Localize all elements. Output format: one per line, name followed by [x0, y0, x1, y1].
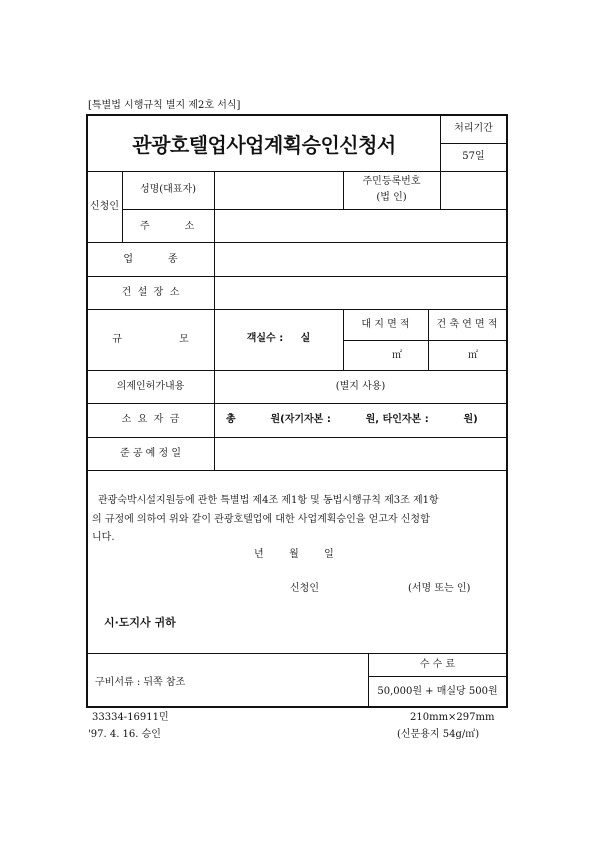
- funding-value: 총 원(자기자본 : 원, 타인자본 : 원): [226, 414, 478, 425]
- signature-note: (서명 또는 인): [408, 583, 471, 594]
- documents-note: 구비서류 : 뒤쪽 참조: [95, 677, 186, 688]
- date-line: 년 월 일: [254, 549, 334, 560]
- funding-label: 소 요 자 금: [121, 414, 180, 425]
- fee-value: 50,000원 + 매실당 500원: [377, 686, 498, 697]
- land-area-label: 대 지 면 적: [361, 319, 410, 330]
- name-label: 성명(대표자): [139, 184, 197, 195]
- construction-site-label: 건 설 장 소: [121, 287, 180, 298]
- statement-line: 니다.: [92, 532, 115, 543]
- processing-divider: [440, 143, 506, 144]
- page-title: 관광호텔업사업계획승인신청서: [132, 133, 396, 157]
- building-area-unit: ㎡: [468, 350, 478, 361]
- row-line: [343, 340, 507, 341]
- footer-approval: '97. 4. 16. 승인: [88, 729, 161, 740]
- regno-label: 주민등록번호: [362, 176, 421, 187]
- row-line: [87, 171, 507, 172]
- rooms-field: 객실수 : 실: [246, 333, 311, 344]
- scale-label: 규 모: [112, 334, 189, 345]
- row-line: [122, 209, 507, 210]
- footer-size: 210mm×297mm: [410, 712, 495, 723]
- deemed-permit-value: (별지 사용): [335, 381, 386, 392]
- business-type-label: 업 종: [123, 254, 178, 265]
- row-line: [87, 653, 507, 654]
- row-line: [87, 470, 507, 471]
- applicant-label: 신청인: [90, 201, 119, 212]
- form-header: [특별법 시행규칙 별지 제2호 서식]: [88, 100, 241, 111]
- frame-top: [86, 114, 508, 116]
- building-area-label: 건 축 연 면 적: [436, 319, 498, 330]
- signer-label: 신청인: [290, 583, 319, 594]
- footer-code: 33334-16911민: [92, 712, 169, 723]
- col-line: [122, 171, 123, 242]
- frame-bottom: [86, 706, 508, 708]
- regno-sub-label: (법 인): [376, 192, 407, 203]
- land-area-unit: ㎡: [392, 350, 402, 361]
- deemed-permit-label: 의제인허가내용: [116, 381, 185, 392]
- row-line: [87, 242, 507, 243]
- addressee: 시·도지사 귀하: [104, 616, 176, 629]
- col-line: [214, 171, 215, 470]
- row-line: [87, 309, 507, 310]
- footer-paper: (신문용지 54g/㎡): [397, 729, 480, 740]
- completion-label: 준 공 예 정 일: [119, 448, 181, 459]
- row-line: [87, 370, 507, 371]
- statement-line: 관광숙박시설지원등에 관한 특별법 제4조 제1항 및 동법시행규칙 제3조 제1항: [98, 495, 439, 506]
- col-line: [440, 171, 441, 209]
- statement-line: 의 규정에 의하여 위와 같이 관광호텔업에 대한 사업계획승인을 얻고자 신청합: [92, 514, 430, 525]
- frame-right: [506, 114, 508, 708]
- address-label: 주 소: [140, 221, 195, 232]
- processing-label: 처리기간: [454, 123, 493, 134]
- row-line: [87, 437, 507, 438]
- fee-label: 수 수 료: [419, 659, 456, 670]
- row-line: [368, 676, 507, 677]
- row-line: [87, 276, 507, 277]
- processing-value: 57일: [462, 151, 485, 162]
- row-line: [87, 403, 507, 404]
